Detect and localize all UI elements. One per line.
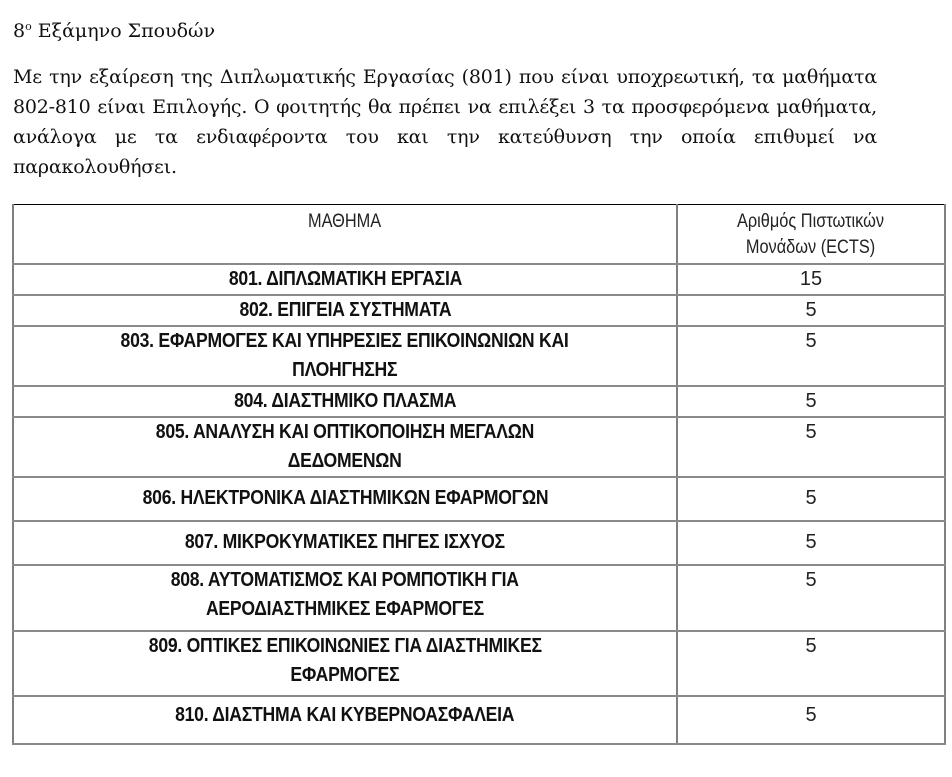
header-ects: [677, 205, 945, 265]
course-name-line: ΠΛΟΗΓΗΣΗΣ: [292, 359, 398, 381]
semester-title: Εξάμηνο Σπουδών: [31, 20, 216, 42]
course-cell: [13, 295, 677, 326]
ects-value: 5: [805, 569, 817, 591]
intro-paragraph: Με την εξαίρεση της Διπλωματικής Εργασίας (801) που είναι υποχρεωτική, τα μαθήματα 802-810 είναι Επιλογής. Ο φοιτητής θα πρέπει να επιλέξει 3 τα προσφερόμενα μαθήματα, ανάλογα με τα ενδιαφέροντα του και την κατεύθυνση την οποία επιθυμεί να παρακολουθήσει.: [13, 66, 877, 178]
course-name-line: 810. ΔΙΑΣΤΗΜΑ ΚΑΙ ΚΥΒΕΡΝΟΑΣΦΑΛΕΙΑ: [175, 704, 515, 726]
ects-cell: [677, 696, 945, 744]
table-row: [13, 631, 945, 696]
course-cell: [13, 521, 677, 565]
table-row: [13, 521, 945, 565]
ects-value: 5: [805, 635, 817, 657]
ects-cell: [677, 565, 945, 631]
table-row: [13, 264, 945, 295]
semester-heading: [13, 14, 215, 44]
course-name-line: 807. ΜΙΚΡΟΚΥΜΑΤΙΚΕΣ ΠΗΓΕΣ ΙΣΧΥΟΣ: [185, 531, 505, 553]
course-name-line: 805. ΑΝΑΛΥΣΗ ΚΑΙ ΟΠΤΙΚΟΠΟΙΗΣΗ ΜΕΓΑΛΩΝ: [155, 421, 535, 443]
ects-cell: [677, 417, 945, 477]
course-name-line: 802. ΕΠΙΓΕΙΑ ΣΥΣΤΗΜΑΤΑ: [239, 299, 451, 321]
course-name-line: ΔΕΔΟΜΕΝΩΝ: [288, 450, 402, 472]
header-ects-line-1: Αριθμός Πιστωτικών: [737, 211, 885, 232]
course-name-line: 808. ΑΥΤΟΜΑΤΙΣΜΟΣ ΚΑΙ ΡΟΜΠΟΤΙΚΗ ΓΙΑ: [171, 569, 519, 591]
course-cell: [13, 264, 677, 295]
semester-number: 8: [13, 20, 26, 42]
ects-cell: [677, 521, 945, 565]
header-course-label: ΜΑΘΗΜΑ: [308, 211, 382, 232]
course-cell: [13, 326, 677, 386]
table-row: [13, 417, 945, 477]
ects-cell: [677, 295, 945, 326]
ects-value: 5: [805, 487, 817, 509]
ects-cell: [677, 631, 945, 696]
table-row: [13, 386, 945, 417]
header-course: [13, 205, 677, 265]
course-name-line: 801. ΔΙΠΛΩΜΑΤΙΚΗ ΕΡΓΑΣΙΑ: [228, 268, 462, 290]
ects-cell: [677, 386, 945, 417]
table-row: [13, 326, 945, 386]
header-ects-label: [737, 205, 884, 261]
course-name-line: 804. ΔΙΑΣΤΗΜΙΚΟ ΠΛΑΣΜΑ: [233, 390, 457, 412]
course-cell: [13, 386, 677, 417]
course-name-line: ΕΦΑΡΜΟΓΕΣ: [290, 664, 400, 686]
ects-value: 15: [799, 268, 823, 290]
table-row: [13, 565, 945, 631]
course-name-line: 809. ΟΠΤΙΚΕΣ ΕΠΙΚΟΙΝΩΝΙΕΣ ΓΙΑ ΔΙΑΣΤΗΜΙΚΕΣ: [148, 635, 542, 657]
table-row: [13, 295, 945, 326]
ects-cell: [677, 264, 945, 295]
course-cell: [13, 631, 677, 696]
ordinal-superscript: ο: [25, 20, 32, 33]
ects-cell: [677, 477, 945, 521]
course-name-line: 806. ΗΛΕΚΤΡΟΝΙΚΑ ΔΙΑΣΤΗΜΙΚΩΝ ΕΦΑΡΜΟΓΩΝ: [142, 487, 548, 509]
course-name-line: ΑΕΡΟΔΙΑΣΤΗΜΙΚΕΣ ΕΦΑΡΜΟΓΕΣ: [206, 598, 484, 620]
table-row: [13, 696, 945, 744]
ects-cell: [677, 326, 945, 386]
ects-value: 5: [805, 330, 817, 352]
course-cell: [13, 417, 677, 477]
ects-value: 5: [805, 531, 817, 553]
ects-value: 5: [805, 704, 817, 726]
course-cell: [13, 565, 677, 631]
table-row: [13, 477, 945, 521]
ects-value: 5: [805, 421, 817, 443]
course-name-line: 803. ΕΦΑΡΜΟΓΕΣ ΚΑΙ ΥΠΗΡΕΣΙΕΣ ΕΠΙΚΟΙΝΩΝΙΩΝ ΚΑΙ: [121, 330, 569, 352]
table-header-row: [13, 205, 945, 265]
courses-table: [12, 204, 946, 745]
header-ects-line-2: Μονάδων (ECTS): [746, 237, 876, 258]
course-cell: [13, 696, 677, 744]
ects-value: 5: [805, 390, 817, 412]
course-cell: [13, 477, 677, 521]
ects-value: 5: [805, 299, 817, 321]
